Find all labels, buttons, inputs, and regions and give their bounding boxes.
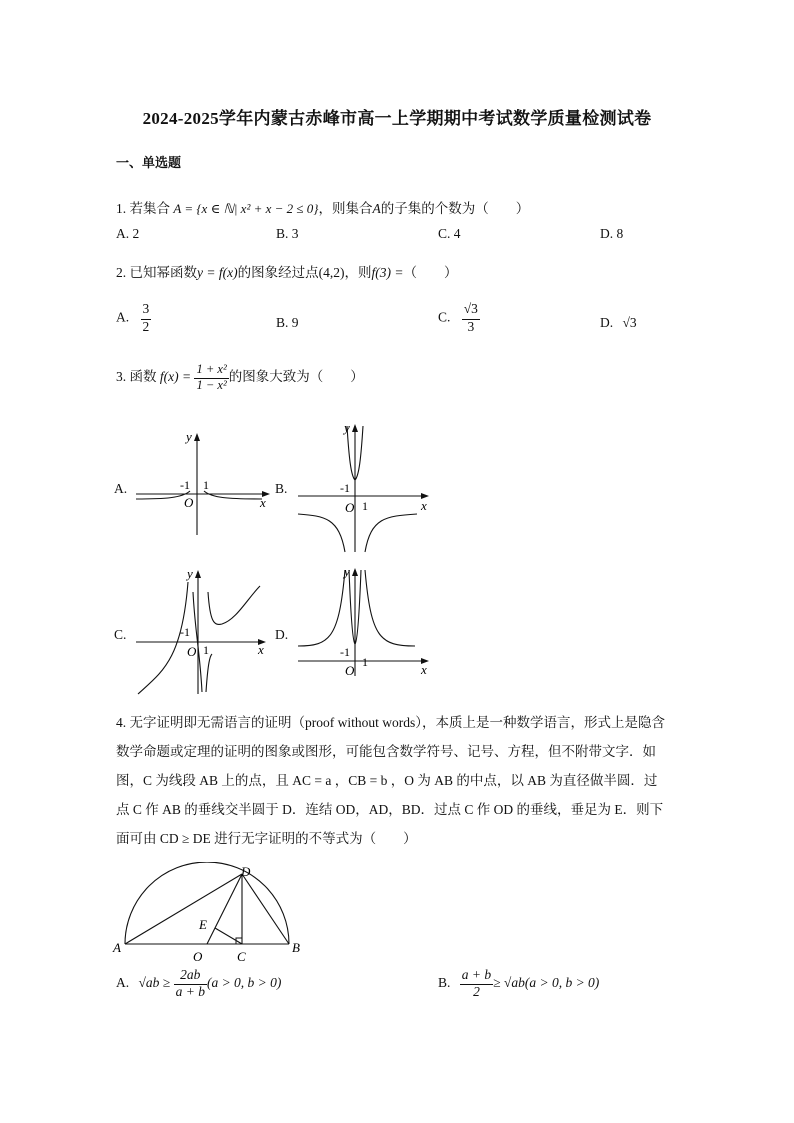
graph-d-x-label: x bbox=[421, 662, 427, 677]
graph-c-right-curve bbox=[208, 586, 260, 624]
q4-label-e: E bbox=[199, 917, 207, 932]
graph-b-neg1-label: -1 bbox=[340, 481, 350, 495]
q2-option-c bbox=[438, 302, 480, 335]
graph-a-neg1-label: -1 bbox=[180, 478, 190, 492]
q1-option-a: A. 2 bbox=[116, 226, 140, 241]
q3-function: f(x) = bbox=[159, 368, 192, 384]
graph-a-right-curve bbox=[204, 491, 262, 499]
graph-a bbox=[130, 425, 275, 540]
graph-c-neg1-label: -1 bbox=[180, 625, 190, 639]
q4-label-c: C bbox=[237, 949, 246, 962]
q2-option-c-denominator: 3 bbox=[467, 318, 475, 334]
q3-pre: 函数 bbox=[129, 368, 157, 384]
graph-b-y-label: y bbox=[344, 420, 350, 435]
q2-option-d bbox=[600, 315, 637, 331]
q4-option-a-lhs: √ab ≥ bbox=[138, 974, 171, 990]
q4-line-4: 点 C 作 AB 的垂线交半圆于 D．连结 OD，AD，BD．过点 C 作 OD 的垂线，垂足为 E．则下 bbox=[116, 802, 664, 817]
graph-b-right-curve bbox=[365, 514, 417, 552]
q4-line-1: 4. 无字证明即无需语言的证明（proof without words），本质上是一种数学语言，形式上是隐含 bbox=[116, 715, 665, 730]
graph-c-label: C. bbox=[114, 627, 127, 642]
q3-number: 3. bbox=[116, 368, 127, 384]
graph-a-x-label: x bbox=[260, 495, 266, 510]
graph-c-x-label: x bbox=[258, 642, 264, 657]
q4-segment-bd bbox=[242, 874, 289, 944]
q1-set-expression: A = {x ∈ ℕ| x² + x − 2 ≤ 0} bbox=[173, 201, 319, 216]
q2-option-b: B. 9 bbox=[276, 315, 299, 330]
q2-option-a-fraction bbox=[141, 302, 152, 335]
q2-option-c-label: C. bbox=[438, 309, 451, 325]
q1-option-b: B. 3 bbox=[276, 226, 299, 241]
graph-c-origin-label: O bbox=[187, 644, 197, 659]
q4-option-b bbox=[438, 968, 599, 1000]
graph-d-y-arrow-icon bbox=[352, 568, 358, 576]
q2-number: 2. bbox=[116, 265, 127, 280]
q2-option-c-fraction bbox=[462, 302, 480, 335]
graph-c-y-label: y bbox=[187, 566, 193, 581]
q4-option-b-rhs: ≥ √ab bbox=[493, 974, 525, 990]
graph-c-one-label: 1 bbox=[203, 643, 209, 657]
q4-option-b-denominator: 2 bbox=[473, 983, 480, 999]
q4-option-a-label: A. bbox=[116, 974, 130, 990]
q2-paren: （ ） bbox=[403, 265, 458, 280]
graph-a-label: A. bbox=[114, 481, 128, 496]
q4-option-a-fraction bbox=[174, 968, 207, 1000]
graph-a-one-label: 1 bbox=[203, 478, 209, 492]
q2-point: (4,2) bbox=[318, 265, 345, 280]
graph-b-label: B. bbox=[275, 481, 288, 496]
q4-figure bbox=[110, 862, 300, 962]
section-heading: 一、单选题 bbox=[116, 155, 182, 170]
q4-option-a-condition: (a > 0, b > 0) bbox=[206, 974, 282, 990]
question-1 bbox=[116, 197, 529, 217]
q4-option-a-denominator: a + b bbox=[175, 983, 205, 999]
q1-post2: 的子集的个数为（ ） bbox=[380, 201, 530, 216]
q3-denominator: 1 − x² bbox=[196, 377, 227, 392]
q1-post: ，则集合 bbox=[318, 201, 373, 216]
graph-a-y-arrow-icon bbox=[194, 433, 200, 441]
q2-option-a-numerator: 3 bbox=[142, 301, 150, 316]
q4-option-a-numerator: 2ab bbox=[180, 967, 201, 982]
q4-option-b-fraction bbox=[460, 968, 493, 1000]
graph-b-y-arrow-icon bbox=[352, 424, 358, 432]
q2-option-c-numerator: √3 bbox=[463, 301, 478, 316]
graph-c bbox=[132, 562, 272, 698]
q2-option-a bbox=[116, 302, 151, 335]
q1-option-c: C. 4 bbox=[438, 226, 461, 241]
q2-option-d-label: D. bbox=[600, 315, 614, 330]
graph-b-left-curve bbox=[298, 514, 345, 552]
q4-label-b: B bbox=[292, 940, 300, 955]
q4-option-a bbox=[116, 968, 281, 1000]
question-3 bbox=[116, 363, 364, 393]
graph-a-origin-label: O bbox=[184, 495, 194, 510]
graph-d-label: D. bbox=[275, 627, 289, 642]
graph-d-left-curve bbox=[298, 570, 345, 646]
q2-option-a-denominator: 2 bbox=[142, 318, 150, 334]
page-title: 2024-2025学年内蒙古赤峰市高一上学期期中考试数学质量检测试卷 bbox=[142, 109, 652, 128]
q4-line-5: 面可由 CD ≥ DE 进行无字证明的不等式为（ ） bbox=[116, 831, 417, 846]
q4-label-a: A bbox=[113, 940, 121, 955]
q1-pre: 若集合 bbox=[129, 201, 170, 216]
q4-segment-ce bbox=[215, 928, 242, 944]
q4-semicircle bbox=[125, 862, 289, 944]
graph-a-y-label: y bbox=[186, 429, 192, 444]
q3-numerator: 1 + x² bbox=[196, 362, 227, 376]
graph-b-origin-label: O bbox=[345, 500, 355, 515]
q2-expression: f(3) = bbox=[371, 265, 404, 280]
graph-d bbox=[295, 562, 435, 680]
graph-a-left-curve bbox=[136, 491, 190, 499]
q4-option-b-numerator: a + b bbox=[461, 967, 492, 982]
q2-post: ，则 bbox=[344, 265, 372, 280]
question-4 bbox=[116, 708, 688, 853]
q2-function: y = f(x) bbox=[197, 265, 238, 280]
q4-option-b-label: B. bbox=[438, 974, 451, 990]
q2-pre: 已知幂函数 bbox=[129, 265, 197, 280]
graph-d-right-curve bbox=[365, 570, 415, 646]
q2-option-d-value: √3 bbox=[622, 315, 637, 330]
graph-d-neg1-label: -1 bbox=[340, 645, 350, 659]
question-2 bbox=[116, 261, 457, 281]
q1-set-a: A bbox=[372, 201, 381, 216]
q4-option-b-condition: (a > 0, b > 0) bbox=[524, 974, 600, 990]
q1-option-d: D. 8 bbox=[600, 226, 624, 241]
q4-line-3: 图，C 为线段 AB 上的点，且 AC = a ，CB = b ，O 为 AB 的中点，以 AB 为直径做半圆．过 bbox=[116, 773, 658, 788]
q2-mid: 的图象经过点 bbox=[237, 265, 319, 280]
graph-b bbox=[295, 418, 435, 558]
q2-option-a-label: A. bbox=[116, 309, 130, 325]
graph-b-x-label: x bbox=[421, 498, 427, 513]
q4-label-o: O bbox=[193, 949, 203, 962]
q3-post: 的图象大致为（ ） bbox=[228, 368, 364, 384]
graph-c-y-arrow-icon bbox=[195, 570, 201, 578]
graph-d-origin-label: O bbox=[345, 663, 355, 678]
graph-d-y-label: y bbox=[344, 564, 350, 579]
q4-line-2: 数学命题或定理的证明的图象或图形，可能包含数学符号、记号、方程，但不附带文字．如 bbox=[116, 744, 656, 759]
graph-b-one-label: 1 bbox=[362, 499, 368, 513]
graph-d-one-label: 1 bbox=[362, 655, 368, 669]
q1-number: 1. bbox=[116, 201, 127, 216]
q3-fraction bbox=[194, 363, 228, 393]
q4-label-d: D bbox=[241, 864, 251, 879]
graph-c-middle-tail bbox=[206, 654, 212, 692]
